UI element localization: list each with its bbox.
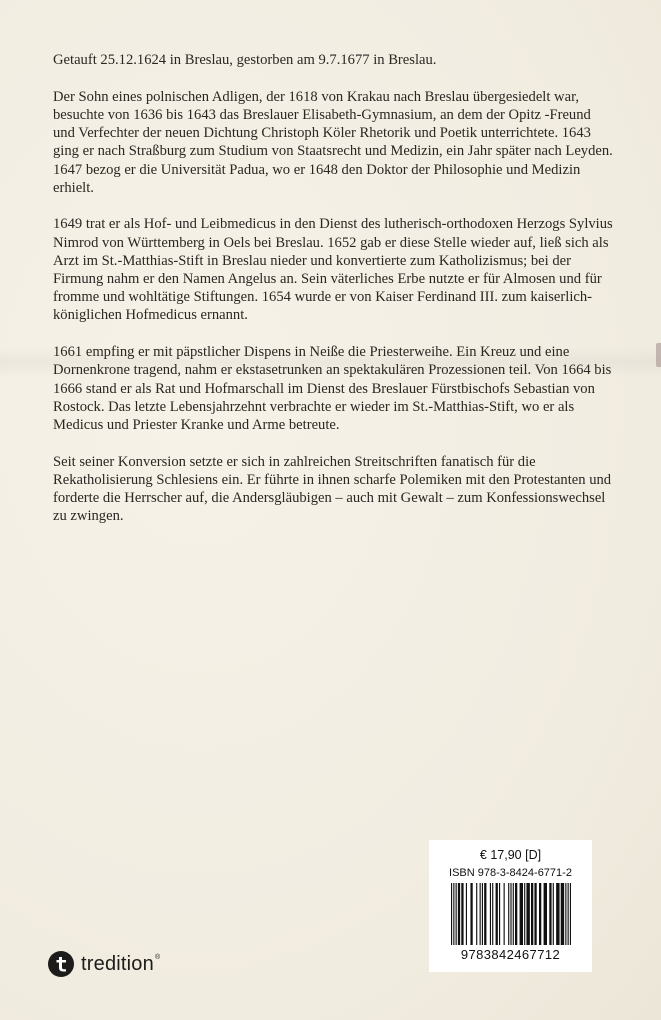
paragraph-priesthood: 1661 empfing er mit päpstlicher Dispens in Neiße die Priesterweihe. Ein Kreuz und eine Dornenkrone tragend, nahm er ekstasetrunken an spektakulären Prozessionen teil. Von 1664 bis 1666 stand er als Rat und Hofmarschall im Dienst des Breslauer Fürstbischofs Sebastian von Rostock. Das letzte Lebensjahrzehnt verbrachte er wieder im St.-Matthias-Stift, wo er als Medicus und Priester Kranke und Arme betreute. (53, 344, 612, 433)
edge-mark (656, 343, 661, 367)
tredition-t-icon (48, 951, 74, 977)
paragraph-polemics: Seit seiner Konversion setzte er sich in zahlreichen Streitschriften fanatisch für die Rekatholisierung Schlesiens ein. Er führte in ihnen scharfe Polemiken mit den Protestanten und forderte die Herrscher auf, die Andersgläubigen – auch mit Gewalt – zum Konfessionswechsel zu zwingen. (53, 453, 612, 525)
paragraph-career: 1649 trat er als Hof- und Leibmedicus in den Dienst des lutherisch-orthodoxen Herzogs Sylvius Nimrod von Württemberg in Oels bei Breslau. 1652 gab er diese Stelle wieder auf, ließ sich als Arzt im St.-Matthias-Stift in Breslau nieder und konvertierte zum Katholizismus; bei der Firmung nahm er den Namen Angelus an. Sein väterliches Erbe nutzte er für Almosen und für fromme und wohltätige Stiftungen. 1654 wurde er von Kaiser Ferdinand III. zum kaiserlich-königlichen Hofmedicus ernannt. (53, 216, 613, 324)
paragraph-education: Der Sohn eines polnischen Adligen, der 1618 von Krakau nach Breslau übergesiedelt war, besuchte von 1636 bis 1643 das Breslauer Elisabeth-Gymnasium, an dem der Opitz -Freund und Verfechter der neuen Dichtung Christoph Köler Rhetorik und Poetik unterrichtete. 1643 ging er nach Straßburg zum Studium von Staatsrecht und Medizin, ein Jahr später nach Leyden. 1647 bezog er die Universität Padua, wo er 1648 den Doktor der Philosophie und Medizin erhielt. (53, 88, 613, 196)
price-text: € 17,90 [D] (479, 848, 542, 862)
publisher-name: tredition® (81, 952, 161, 975)
ean-number: 9783842467712 (460, 947, 561, 962)
isbn-text: ISBN 978-3-8424-6771-2 (449, 867, 572, 879)
barcode-label (429, 840, 592, 972)
barcode-bars (451, 883, 571, 945)
blurb-text (53, 51, 613, 544)
publisher-logo (48, 951, 160, 977)
paragraph-dates: Getauft 25.12.1624 in Breslau, gestorben am 9.7.1677 in Breslau. (53, 52, 437, 68)
